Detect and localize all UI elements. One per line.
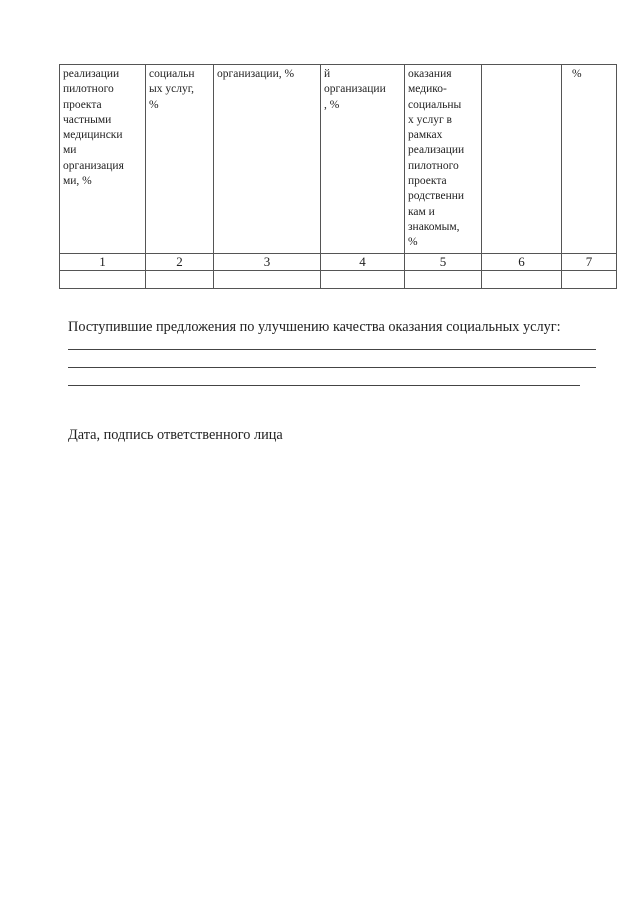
col3-header-text: организации, % [217,68,295,80]
column-number-4: 4 [321,253,405,270]
empty-cell-5 [405,270,482,288]
column-number-1: 1 [60,253,146,270]
col2-header-text: социальн ых услуг, % [149,68,195,111]
col6-header [482,65,562,254]
column-number-3: 3 [214,253,321,270]
column-number-2: 2 [146,253,214,270]
empty-cell-6 [482,270,562,288]
empty-cell-4 [321,270,405,288]
col4-header-text: й организации , % [324,68,386,111]
column-number-row [60,253,617,270]
empty-data-row [60,270,617,288]
proposal-line-2 [68,367,596,368]
signature-label: Дата, подпись ответственного лица [68,427,283,443]
col7-header-text: % [572,68,582,80]
proposal-line-1 [68,349,596,350]
column-number-6: 6 [482,253,562,270]
col1-header [60,65,146,254]
header-text-row [60,65,617,254]
col1-header-text: реализации пилотного проекта частными медицински ми организация ми, % [63,68,124,188]
empty-cell-2 [146,270,214,288]
column-number-7: 7 [562,253,617,270]
proposals-heading: Поступившие предложения по улучшению качества оказания социальных услуг: [68,319,561,335]
report-table [59,64,617,289]
col2-header [146,65,214,254]
empty-cell-1 [60,270,146,288]
empty-cell-7 [562,270,617,288]
col7-header [562,65,617,254]
proposal-line-3 [68,385,580,386]
col5-header-text: оказания медико- социальны х услуг в рамках реализации пилотного проекта родственни кам и знакомым, % [408,68,465,249]
column-number-5: 5 [405,253,482,270]
empty-cell-3 [214,270,321,288]
col3-header [214,65,321,254]
col5-header [405,65,482,254]
col4-header [321,65,405,254]
